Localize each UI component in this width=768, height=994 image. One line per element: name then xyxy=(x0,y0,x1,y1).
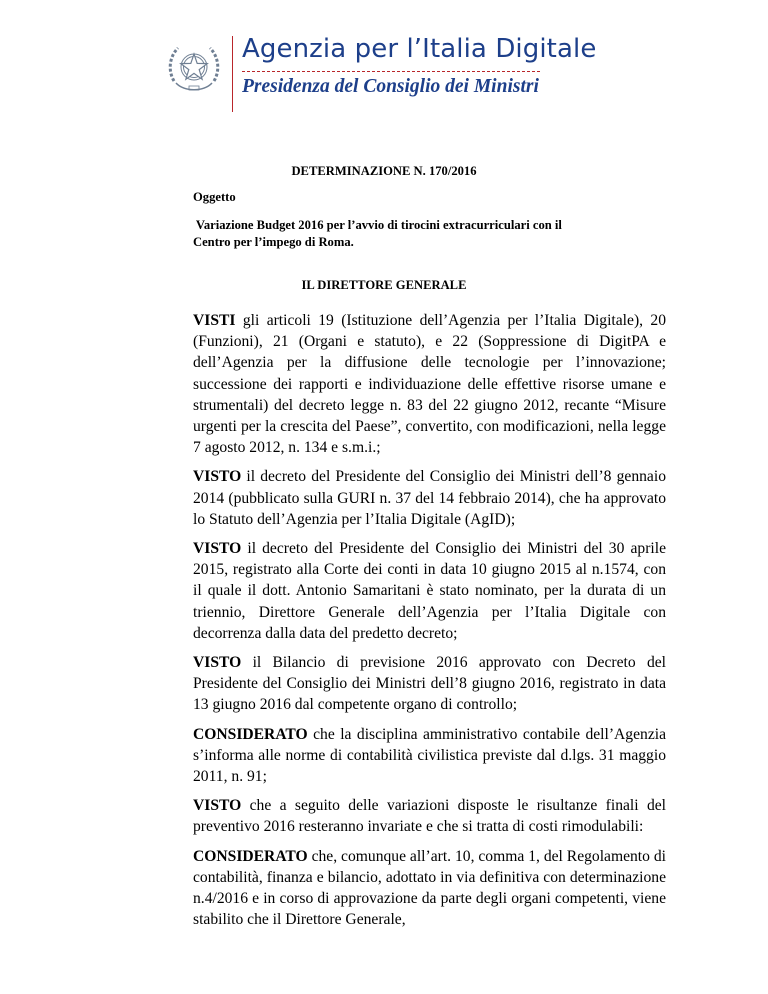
paragraph xyxy=(193,846,666,931)
paragraph xyxy=(193,652,666,716)
subject-label: Oggetto xyxy=(193,190,236,204)
paragraph xyxy=(193,795,666,837)
paragraph-lead: CONSIDERATO xyxy=(193,725,308,743)
paragraph-text: che la disciplina amministrativo contabile dell’Agenzia s’informa alle norme di contabilità civilistica previste dal d.lgs. 31 maggio 2011, n. 91; xyxy=(193,725,666,786)
subject-text xyxy=(193,217,663,251)
paragraph-lead: VISTO xyxy=(193,540,242,558)
paragraph-lead: VISTO xyxy=(193,797,242,815)
document-title: DETERMINAZIONE N. 170/2016 xyxy=(291,164,477,178)
paragraph-lead: VISTO xyxy=(193,654,242,672)
paragraph xyxy=(193,724,666,788)
paragraph xyxy=(193,466,666,530)
paragraph-text: il decreto del Presidente del Consiglio dei Ministri del 30 aprile 2015, registrato alla Corte dei conti in data 10 giugno 2015 al n.1574, con il quale il dott. Antonio Samaritani è stato nominato, per la durata di un triennio, Direttore Generale dell’Agenzia per l’Italia Digitale con decorrenza dalla data del predetto decreto; xyxy=(193,540,666,642)
paragraph-lead: VISTO xyxy=(193,468,242,486)
paragraph xyxy=(193,310,666,458)
subject-line-1: Variazione Budget 2016 per l’avvio di tirocini extracurriculari con il xyxy=(193,218,562,232)
paragraph-text: gli articoli 19 (Istituzione dell’Agenzia per l’Italia Digitale), 20 (Funzioni), 21 (Organi e statuto), e 22 (Soppressione di DigitPA e dell’Agenzia per la diffusione delle tecnologie per l’innovazione; successione dei rapporti e individuazione delle effettive risorse umane e strumentali) del decreto legge n. 83 del 22 giugno 2012, recante “Misure urgenti per la crescita del Paese”, convertito, con modificazioni, nella legge 7 agosto 2012, n. 134 e s.m.i.; xyxy=(193,312,666,457)
paragraph-text: il Bilancio di previsione 2016 approvato con Decreto del Presidente del Consiglio dei Ministri dell’8 giugno 2016, registrato in data 13 giugno 2016 dal competente organo di controllo; xyxy=(193,654,666,714)
paragraph-text: che, comunque all’art. 10, comma 1, del Regolamento di contabilità, finanza e bilancio, adottato in via definitiva con determinazione n.4/2016 e in corso di approvazione da parte degli organi competenti, viene stabilito che il Direttore Generale, xyxy=(193,847,666,929)
paragraph xyxy=(193,538,666,644)
subject-line-2: Centro per l’impego di Roma. xyxy=(193,235,354,249)
paragraph-lead: VISTI xyxy=(193,312,236,329)
document-body xyxy=(193,310,666,938)
header-dashed-divider xyxy=(242,71,540,72)
agency-name: Agenzia per l’Italia Digitale xyxy=(242,34,597,64)
paragraph-text: che a seguito delle variazioni disposte le risultanze finali del preventivo 2016 resteranno invariate e che si tratta di costi rimodulabili: xyxy=(193,797,666,836)
italian-republic-emblem-icon xyxy=(162,37,226,101)
paragraph-lead: CONSIDERATO xyxy=(193,847,308,865)
issuer-heading: IL DIRETTORE GENERALE xyxy=(301,278,467,292)
header-vertical-rule xyxy=(232,36,233,112)
paragraph-text: il decreto del Presidente del Consiglio dei Ministri dell’8 gennaio 2014 (pubblicato sulla GURI n. 37 del 14 febbraio 2014), che ha approvato lo Statuto dell’Agenzia per l’Italia Digitale (AgID); xyxy=(193,468,666,528)
presidency-name: Presidenza del Consiglio dei Ministri xyxy=(242,76,539,97)
